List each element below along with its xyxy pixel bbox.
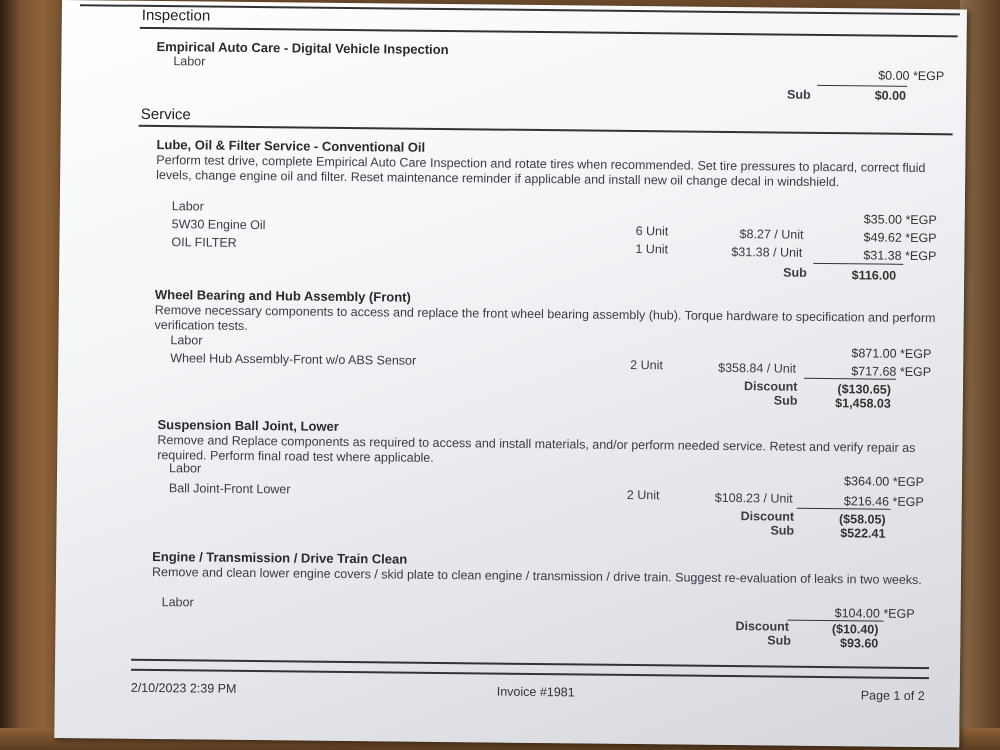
inspection-sub-underline [817,85,907,87]
discount-amount: ($130.65) [837,382,892,397]
part-qty: 1 Unit [635,242,669,257]
footer-invoice-number: Invoice #1981 [496,684,575,700]
part-amount: $216.46 *EGP [843,494,924,510]
sub-label: Sub [773,393,798,408]
service-item-description: Remove necessary components to access and replace the front wheel bearing assembly (hub). Torque hardware to specification and perform verification tests. [154,302,936,333]
discount-underline [804,378,896,380]
inspection-sub-label: Sub [786,87,811,102]
part-amount: $49.62 *EGP [863,230,937,246]
wood-background-right [960,0,1000,750]
part-qty: 2 Unit [626,487,660,503]
labor-amount: $364.00 *EGP [844,474,925,490]
discount-label: Discount [740,509,795,524]
part-amount: $31.38 *EGP [863,248,937,264]
labor-amount: $35.00 *EGP [863,212,937,228]
sub-label: Sub [783,265,807,280]
footer-rule-top [131,659,929,669]
service-item-title: Lube, Oil & Filter Service - Conventional Oil [156,136,426,155]
labor-label: Labor [161,595,194,610]
inspection-labor-label: Labor [173,54,206,69]
part-unit-price: $8.27 / Unit [739,227,804,242]
invoice-page [54,0,967,747]
service-item-description: Remove and clean lower engine covers / skid plate to clean engine / transmission / drive train. Suggest re-evaluation of leaks in two weeks. [151,564,922,588]
inspection-header: Inspection [141,6,211,25]
footer-page-number: Page 1 of 2 [860,688,925,704]
inspection-rule [140,27,958,38]
service-rule [139,125,953,136]
sub-underline [813,263,903,265]
part-amount: $717.68 *EGP [851,364,932,380]
labor-amount: $104.00 *EGP [834,606,915,621]
footer-rule-bottom [131,669,929,679]
discount-label: Discount [735,619,790,634]
inspection-sub-amount: $0.00 [874,88,907,103]
sub-label: Sub [770,523,795,538]
sub-amount: $1,458.03 [835,396,891,411]
part-unit-price: $31.38 / Unit [731,245,803,260]
part-unit-price: $358.84 / Unit [718,360,797,376]
inspection-labor-amount: $0.00 *EGP [878,68,945,84]
service-item-title: Engine / Transmission / Drive Train Clean [152,548,408,567]
service-item-title: Suspension Ball Joint, Lower [157,417,339,434]
sub-amount: $522.41 [840,526,886,541]
labor-amount: $871.00 *EGP [851,346,932,362]
part-name: 5W30 Engine Oil [171,217,266,233]
labor-label: Labor [171,199,204,214]
discount-amount: ($10.40) [831,622,879,637]
part-qty: 6 Unit [635,224,669,239]
part-name: OIL FILTER [171,235,237,250]
discount-amount: ($58.05) [838,512,886,527]
labor-label: Labor [170,333,203,348]
discount-label: Discount [743,379,798,394]
part-name: Ball Joint-Front Lower [168,481,291,497]
sub-amount: $93.60 [839,636,879,651]
service-item-description: Perform test drive, complete Empirical Auto Care Inspection and rotate tires when recommended. Set tire pressures to placard, correct fluid levels, change engine oil and filter. Reset maintenance reminder if applicable and install new oil change decal in windshield. [156,152,926,190]
top-rule [80,4,960,15]
service-item-title: Wheel Bearing and Hub Assembly (Front) [154,286,411,305]
inspection-title: Empirical Auto Care - Digital Vehicle Inspection [156,38,449,58]
part-name: Wheel Hub Assembly-Front w/o ABS Sensor [170,351,417,368]
sub-amount: $116.00 [851,268,897,283]
part-qty: 2 Unit [630,357,663,373]
service-item-description: Remove and Replace components as required to access and install materials, and/or perform needed service. Retest and verify repair as required. Perform final road test where applicable. [157,433,916,465]
discount-underline [797,508,891,510]
labor-label: Labor [169,461,202,476]
sub-label: Sub [767,633,792,648]
service-header: Service [140,105,191,124]
part-unit-price: $108.23 / Unit [714,490,793,506]
footer-datetime: 2/10/2023 2:39 PM [130,680,237,696]
